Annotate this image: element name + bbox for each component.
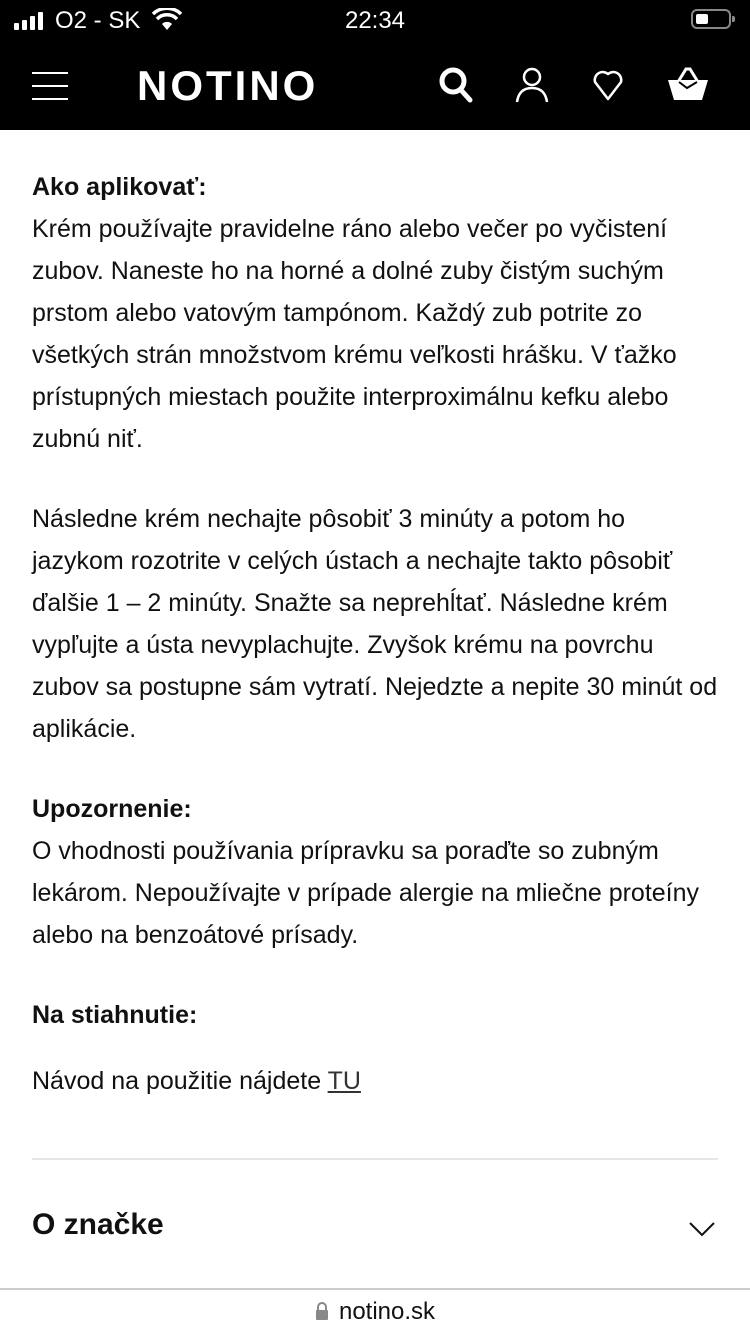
basket-icon[interactable] [666,66,710,104]
apply-text-2: Následne krém nechajte pôsobiť 3 minúty a potom ho jazykom rozotrite v celých ústach a nechajte takto pôsobiť ďalšie 1 – 2 minúty. Snažte sa neprehĺtať. Následne krém vypľujte a ústa nevyplachujte. Zvyšok krému na povrchu zubov sa postupne sám vytratí. Nejedzte a nepite 30 minút od aplikácie. [32,505,718,743]
battery-icon [691,9,731,29]
download-link[interactable]: TU [327,1067,361,1095]
lock-icon [315,1301,329,1321]
warning-text: O vhodnosti používania prípravku sa poraďte so zubným lekárom. Nepoužívajte v prípade alergie na mliečne proteíny alebo na benzoátové prísady. [32,837,700,949]
url-text: notino.sk [338,1298,436,1325]
warning-heading: Upozornenie: [32,795,192,823]
top-bar [0,0,750,130]
divider [32,1158,718,1160]
browser-url-bar[interactable] [0,1288,750,1336]
heart-icon[interactable] [590,66,626,104]
download-text: Návod na použitie nájdete [32,1067,328,1095]
download-heading: Na stiahnutie: [32,1001,198,1029]
status-bar [0,0,750,42]
clock: 22:34 [344,7,406,34]
search-icon[interactable] [438,66,474,104]
notino-logo[interactable]: NOTINO [137,62,319,109]
user-icon[interactable] [514,66,550,104]
apply-text: Krém používajte pravidelne ráno alebo večer po vyčistení zubov. Naneste ho na horné a dolné zuby čistým suchým prstom alebo vatovým tampónom. Každý zub potrite zo všetkých strán množstvom krému veľkosti hrášku. V ťažko prístupných miestach použite interproximálnu kefku alebo zubnú niť. [32,215,677,453]
carrier-label: O2 - SK [55,7,141,34]
apply-heading: Ako aplikovať: [32,173,207,201]
product-description [32,166,722,1102]
download-line [32,1060,722,1102]
menu-icon[interactable] [32,72,68,102]
brand-accordion-title[interactable]: O značke [32,1208,164,1241]
url-display[interactable] [0,1298,750,1326]
chevron-down-icon[interactable] [688,1220,716,1238]
